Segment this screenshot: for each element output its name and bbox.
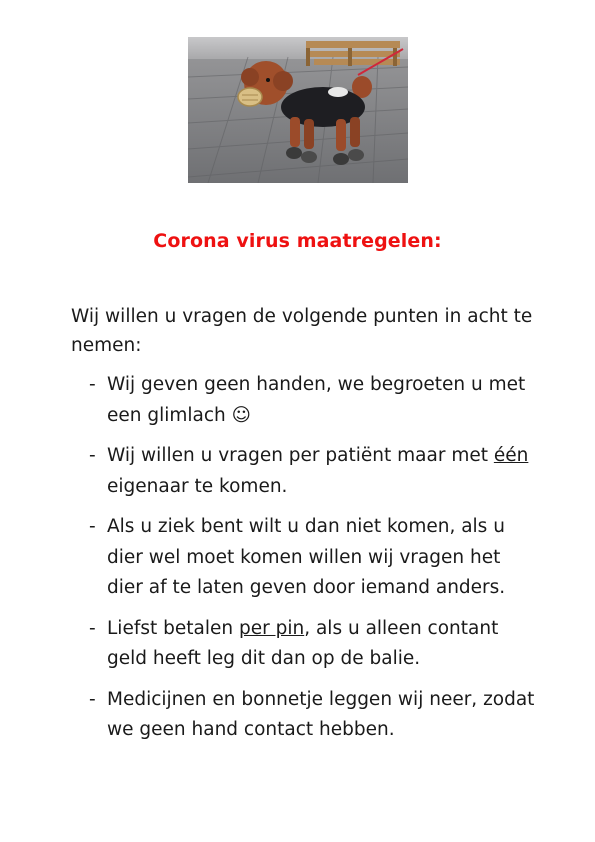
point-text: Wij geven geen handen, we begroeten u met een glimlach ☺: [107, 374, 526, 426]
point-underlined: per pin: [238, 617, 305, 639]
point-text-before: Liefst betalen: [107, 617, 239, 639]
bullet-dash: -: [89, 617, 96, 639]
page-title: Corona virus maatregelen:: [153, 230, 442, 252]
point-text: Medicijnen en bonnetje leggen wij neer, zodat we geen hand contact hebben.: [107, 688, 535, 740]
bullet-dash: -: [89, 688, 96, 710]
point-text-after: , als u alleen contant geld heeft leg dit dan op de balie.: [107, 617, 499, 669]
list-item: [89, 614, 539, 675]
point-text: Als u ziek bent wilt u dan niet komen, als u dier wel moet komen willen wij vragen het dier af te laten geven door iemand anders.: [107, 516, 506, 598]
point-underlined: één: [493, 445, 529, 466]
bullet-dash: -: [89, 445, 96, 466]
point-text-before: Wij willen u vragen per patiënt maar met: [107, 445, 494, 466]
bullet-dash: -: [89, 374, 96, 395]
dog-photo: [188, 37, 408, 183]
list-item: [89, 685, 539, 746]
measures-list: [89, 370, 539, 756]
intro-text: Wij willen u vragen de volgende punten in acht te nemen:: [71, 306, 533, 356]
wooden-pallet: [306, 41, 400, 66]
point-text-after: eigenaar te komen.: [107, 475, 288, 497]
bullet-dash: -: [89, 516, 96, 537]
list-item: [89, 512, 539, 604]
list-item: [89, 370, 539, 431]
list-item: [89, 441, 539, 502]
